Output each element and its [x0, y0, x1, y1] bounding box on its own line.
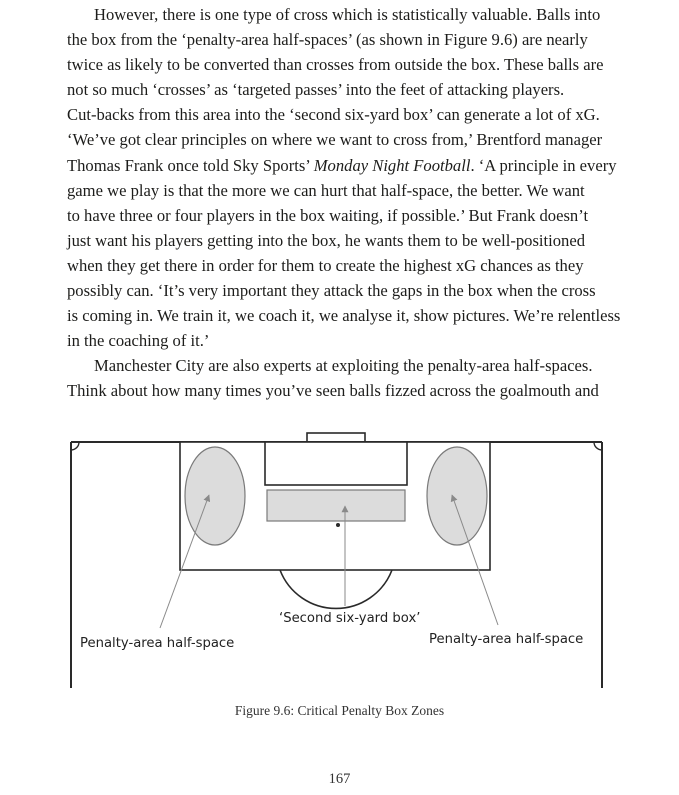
text-line: Think about how many times you’ve seen balls fizzed across the goalmouth and — [67, 381, 599, 401]
text-line: ‘We’ve got clear principles on where we want to cross from,’ Brentford manager — [67, 130, 603, 150]
text-line: game we play is that the more we can hurt that half-space, the better. We want — [67, 180, 585, 200]
penalty-spot — [336, 523, 340, 527]
text-line: However, there is one type of cross which is statistically valuable. Balls into — [94, 5, 601, 24]
text-line: when they get there in order for them to create the highest xG chances as they — [67, 255, 584, 275]
half-space-zone-left — [185, 447, 245, 545]
label-half-space-right: Penalty-area half-space — [429, 632, 584, 647]
show-title: Monday Night Football — [313, 155, 471, 175]
corner-arc-right — [594, 442, 602, 450]
penalty-box-diagram — [68, 430, 606, 692]
text-line: in the coaching of it.’ — [67, 331, 210, 351]
text-line: not so much ‘crosses’ as ‘targeted passes’ into the feet of attacking players. — [67, 80, 565, 100]
label-half-space-left: Penalty-area half-space — [80, 636, 235, 651]
text-line — [67, 153, 617, 178]
label-second-six-yard-box: ‘Second six-yard box’ — [279, 611, 421, 626]
text-line: Cut-backs from this area into the ‘second six-yard box’ can generate a lot of xG. — [67, 105, 600, 125]
text-line: is coming in. We train it, we coach it, we analyse it, show pictures. We’re relentless — [67, 306, 621, 326]
half-space-zone-right — [427, 447, 487, 545]
figure-caption: Figure 9.6: Critical Penalty Box Zones — [234, 703, 445, 718]
text-run: . ‘A principle in every — [470, 155, 617, 175]
page-number: 167 — [328, 771, 351, 787]
text-line: possibly can. ‘It’s very important they attack the gaps in the box when the cross — [67, 281, 596, 301]
paragraph-2 — [67, 353, 606, 403]
body-text — [67, 2, 621, 404]
penalty-arc — [280, 570, 392, 608]
text-line: the box from the ‘penalty-area half-spaces’ (as shown in Figure 9.6) are nearly — [67, 30, 588, 50]
six-yard-box — [265, 442, 407, 485]
text-line: to have three or four players in the box waiting, if possible.’ But Frank doesn’t — [67, 205, 589, 225]
corner-arc-left — [71, 442, 79, 450]
text-line: twice as likely to be converted than crosses from outside the box. These balls are — [67, 55, 604, 75]
text-line: just want his players getting into the box, he wants them to be well-positioned — [67, 230, 586, 250]
second-six-yard-zone — [267, 490, 405, 521]
text-line: Manchester City are also experts at exploiting the penalty-area half-spaces. — [94, 356, 593, 376]
paragraph-1 — [67, 2, 621, 353]
text-run: Thomas Frank once told Sky Sports’ — [67, 155, 314, 175]
pitch-drawing — [68, 430, 606, 692]
